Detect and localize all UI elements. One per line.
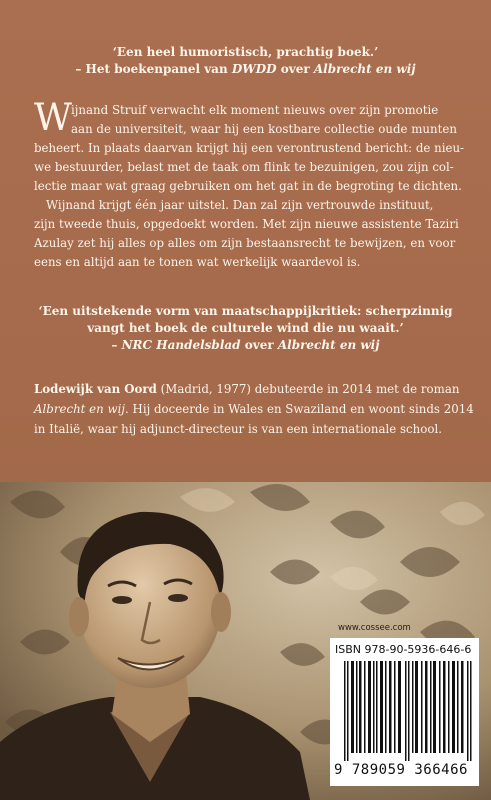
blurb-line: Azulay zet hij alles op alles om zijn bestaansrecht te bewijzen, en voor — [34, 236, 456, 250]
quote-line: ‘Een uitstekende vorm van maatschappijkritiek: scherpzinnig — [38, 304, 453, 318]
review-quote-dwdd — [0, 44, 491, 78]
blurb-line: aan de universiteit, waar hij een kostbare collectie oude munten — [71, 122, 457, 136]
blurb-paragraph — [34, 96, 466, 272]
blurb-line: we bestuurder, belast met de taak om flink te bezuinigen, zou zijn col- — [34, 160, 454, 174]
blurb-line: beheert. In plaats daarvan krijgt hij een verontrustend bericht: de nieu- — [34, 141, 465, 155]
blurb-line: eens en altijd aan te tonen wat werkelijk waardevol is. — [34, 255, 361, 269]
author-name: Lodewijk van Oord — [34, 382, 157, 396]
review-quote-nrc — [0, 303, 491, 354]
isbn-label: ISBN 978-90-5936-646-6 — [335, 643, 472, 656]
drop-cap: W — [34, 96, 73, 139]
bio-line: in Italië, waar hij adjunct-directeur is van een internationale school. — [34, 422, 442, 436]
blurb-line: zijn tweede thuis, opgedoekt worden. Met zijn nieuwe assistente Taziri — [34, 217, 459, 231]
bio-line: Lodewijk van Oord (Madrid, 1977) debuteerde in 2014 met de roman — [34, 382, 460, 396]
publisher-url: www.cossee.com — [338, 623, 411, 633]
quote-line: vangt het boek de culturele wind die nu waait.’ — [87, 321, 404, 335]
blurb-line: ijnand Struif verwacht elk moment nieuws over zijn promotie — [71, 103, 439, 117]
author-bio — [34, 379, 474, 439]
blurb-line: lectie maar wat graag gebruiken om het gat in de begroting te dichten. — [34, 179, 462, 193]
quote-attribution: – NRC Handelsblad over Albrecht en wij — [111, 338, 380, 352]
quote-text: ‘Een heel humoristisch, prachtig boek.’ — [112, 45, 379, 59]
bio-line: Albrecht en wij. Hij doceerde in Wales en Swaziland en woont sinds 2014 — [34, 402, 474, 416]
blurb-line: Wijnand krijgt één jaar uitstel. Dan zal zijn vertrouwde instituut, — [46, 198, 434, 212]
quote-attribution: – Het boekenpanel van DWDD over Albrecht en wij — [75, 62, 416, 76]
barcode-number: 9 789059 366466 — [334, 762, 468, 778]
barcode-icon — [344, 661, 474, 761]
